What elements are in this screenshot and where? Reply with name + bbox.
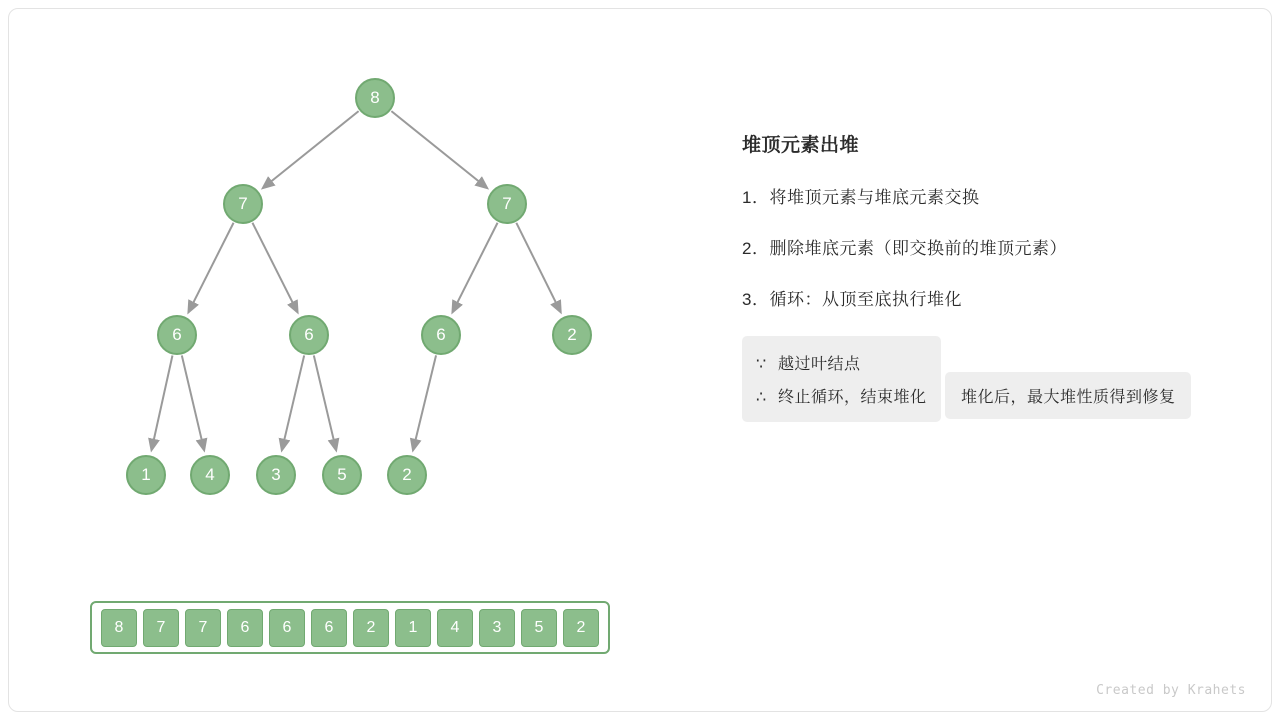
tree-node: 6	[289, 315, 329, 355]
array-cell: 4	[437, 609, 473, 647]
because-symbol: ∵	[756, 356, 767, 373]
tree-node: 4	[190, 455, 230, 495]
tree-node: 7	[487, 184, 527, 224]
tree-node: 3	[256, 455, 296, 495]
result-text: 堆化后，最大堆性质得到修复	[960, 389, 1176, 406]
note-text-1: 越过叶结点	[778, 356, 861, 373]
tree-node: 2	[552, 315, 592, 355]
credit-label: Created by Krahets	[1096, 683, 1246, 698]
array-cell: 7	[143, 609, 179, 647]
note-text-2: 终止循环，结束堆化	[778, 389, 927, 406]
tree-edge	[252, 223, 297, 312]
note-line-1	[756, 346, 927, 379]
array-cell: 2	[563, 609, 599, 647]
note-line-2	[756, 379, 927, 412]
array-cell: 2	[353, 609, 389, 647]
tree-edge	[182, 355, 204, 449]
tree-node: 7	[223, 184, 263, 224]
therefore-symbol: ∴	[756, 389, 767, 406]
tree-edge	[453, 223, 498, 312]
tree-node: 2	[387, 455, 427, 495]
array-cell: 3	[479, 609, 515, 647]
array-cell: 6	[269, 609, 305, 647]
tree-edge	[516, 223, 560, 312]
array-cell: 8	[101, 609, 137, 647]
tree-node: 5	[322, 455, 362, 495]
tree-edge	[152, 356, 173, 450]
array-cell: 6	[311, 609, 347, 647]
tree-edge	[263, 111, 358, 188]
step-1: 1．将堆顶元素与堆底元素交换	[742, 188, 980, 207]
tree-edge	[314, 355, 336, 449]
explanation-panel	[742, 130, 1212, 436]
tree-node: 8	[355, 78, 395, 118]
step-2: 2．删除堆底元素（即交换前的堆顶元素）	[742, 239, 1067, 258]
tree-node: 1	[126, 455, 166, 495]
array-cell: 6	[227, 609, 263, 647]
array-cell: 7	[185, 609, 221, 647]
tree-edge	[391, 111, 486, 188]
reasoning-note	[742, 336, 941, 422]
result-note	[945, 372, 1192, 419]
array-cell: 1	[395, 609, 431, 647]
tree-node: 6	[421, 315, 461, 355]
panel-title: 堆顶元素出堆	[742, 135, 860, 156]
step-3: 3．循环：从顶至底执行堆化	[742, 290, 962, 309]
tree-edge	[282, 355, 304, 449]
array-cell: 5	[521, 609, 557, 647]
tree-node: 6	[157, 315, 197, 355]
tree-edge	[189, 223, 234, 312]
tree-edge	[413, 355, 436, 449]
array-representation	[90, 601, 610, 654]
